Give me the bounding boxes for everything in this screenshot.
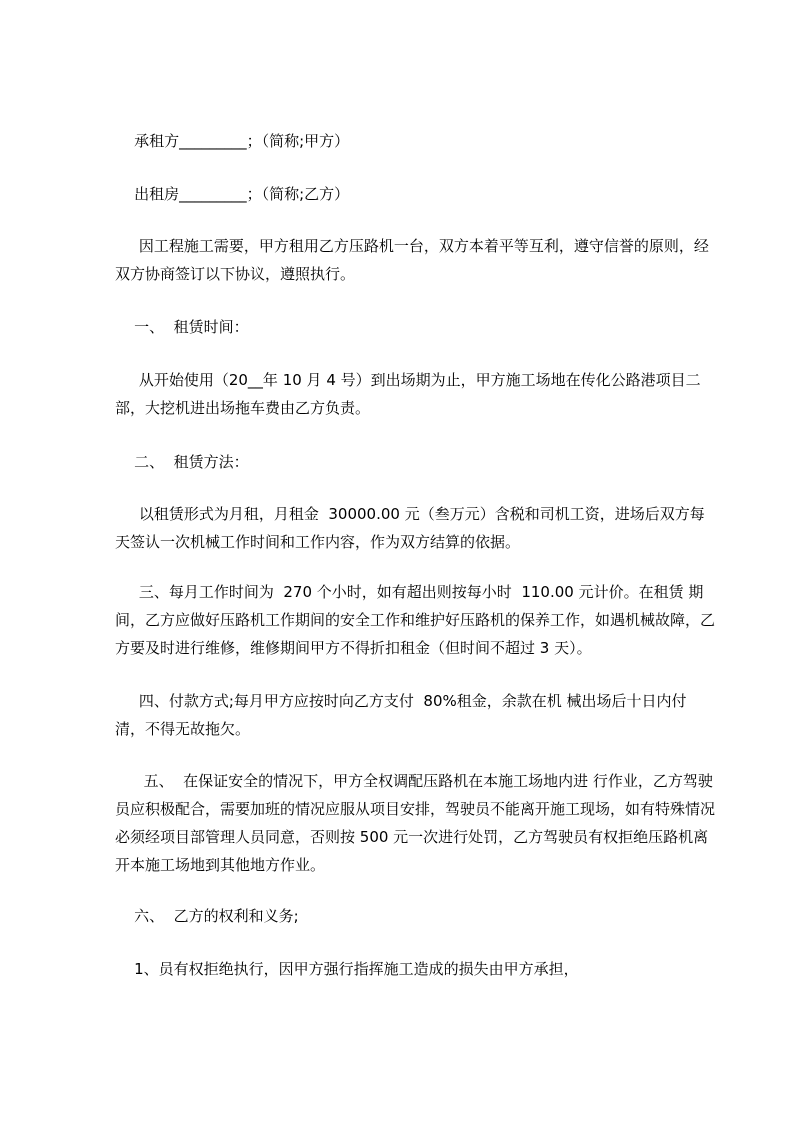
section-5-paragraph: 五、 在保证安全的情况下，甲方全权调配压路机在本施工场地内进 行作业，乙方驾驶员应积极配合，需要加班的情况应服从项目安排，驾驶员不能离开施工现场，如有特殊情况必须经项目部管理人员同意，否则按 500 元一次进行处罚，乙方驾驶员有权拒绝压路机离开本施工场地到其他地方作业。 xyxy=(115,772,716,874)
section-2-body: 以租赁形式为月租，月租金 30000.00 元（叁万元）含税和司机工资，进场后双方每天签认一次机械工作时间和工作内容，作为双方结算的依据。 xyxy=(115,505,705,551)
lessor-line: 出租房_________；（简称;乙方） xyxy=(115,185,350,203)
section-2-heading: 二、 租赁方法： xyxy=(115,453,249,471)
section-1-heading: 一、 租赁时间： xyxy=(115,318,249,336)
lessee-line: 承租方_________；（简称;甲方） xyxy=(115,132,350,150)
section-6-item-1: 1、员有权拒绝执行，因甲方强行指挥施工造成的损失由甲方承担， xyxy=(115,960,579,978)
section-1-body: 从开始使用（20__年 10 月 4 号）到出场期为止，甲方施工场地在传化公路港项目二部，大挖机进出场拖车费由乙方负责。 xyxy=(115,371,701,417)
intro-paragraph: 因工程施工需要，甲方租用乙方压路机一台，双方本着平等互利，遵守信誉的原则，经双方协商签订以下协议，遵照执行。 xyxy=(115,237,709,283)
section-3-paragraph: 三、每月工作时间为 270 个小时，如有超出则按每小时 110.00 元计价。在租赁 期间，乙方应做好压路机工作期间的安全工作和维护好压路机的保养工作，如遇机械故障，乙方要及时进行维修，维修期间甲方不得折扣租金（但时间不超过 3 天）。 xyxy=(115,583,716,657)
section-4-paragraph: 四、付款方式;每月甲方应按时向乙方支付 80%租金，余款在机 械出场后十日内付清，不得无故拖欠。 xyxy=(115,692,687,738)
section-6-heading: 六、 乙方的权利和义务; xyxy=(115,907,299,925)
